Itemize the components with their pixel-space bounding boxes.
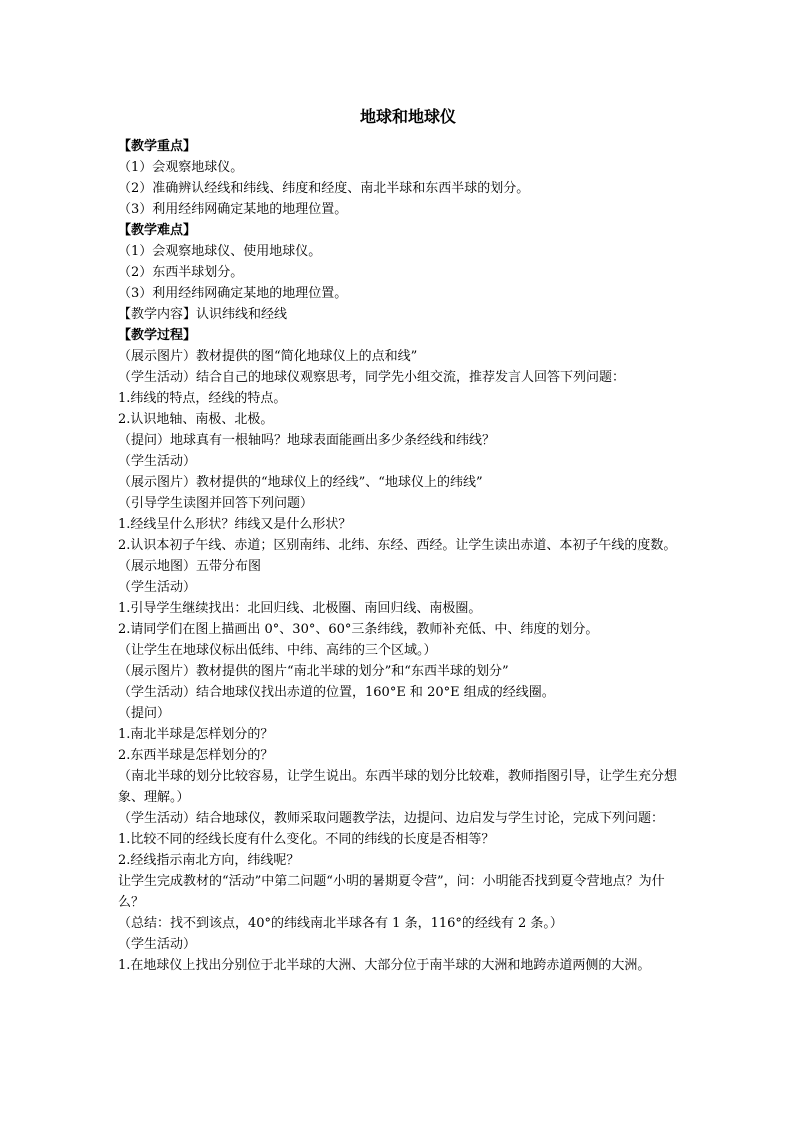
- paragraph-line: （南北半球的划分比较容易，让学生说出。东西半球的划分比较难，教师指图引导，让学生充分想象、理解。）: [118, 769, 678, 805]
- paragraph-line: 1.纬线的特点，经线的特点。: [118, 391, 287, 406]
- paragraph-line: （展示图片）教材提供的“地球仪上的经线”、“地球仪上的纬线”: [118, 475, 483, 490]
- paragraph-line: （2）准确辨认经线和纬线、纬度和经度、南北半球和东西半球的划分。: [118, 181, 530, 196]
- paragraph-line: （1）会观察地球仪。: [118, 160, 244, 175]
- paragraph-line: （展示地图）五带分布图: [118, 559, 262, 574]
- section-heading: 【教学难点】: [118, 223, 197, 238]
- paragraph-line: 2.请同学们在图上描画出 0°、30°、60°三条纬线，教师补充低、中、纬度的划分。: [118, 622, 599, 637]
- paragraph-line: （3）利用经纬网确定某地的地理位置。: [118, 202, 348, 217]
- section-heading: 【教学重点】: [118, 139, 197, 154]
- paragraph-line: （学生活动）结合地球仪，教师采取问题教学法，边提问、边启发与学生讨论，完成下列问题：: [118, 811, 665, 826]
- paragraph-line: （学生活动）结合自己的地球仪观察思考，同学先小组交流，推荐发言人回答下列问题：: [118, 370, 626, 385]
- document-title: 地球和地球仪: [359, 107, 456, 126]
- paragraph-line: 2.东西半球是怎样划分的？: [118, 748, 274, 763]
- paragraph-line: 让学生完成教材的“活动”中第二问题“小明的暑期夏令营”，问：小明能否找到夏令营地点？为什么？: [118, 874, 665, 910]
- paragraph-line: （展示图片）教材提供的图片“南北半球的划分”和“东西半球的划分”: [118, 664, 509, 679]
- paragraph-line: 1.比较不同的经线长度有什么变化。不同的纬线的长度是否相等？: [118, 832, 495, 847]
- paragraph-line: （展示图片）教材提供的图“简化地球仪上的点和线”: [118, 349, 418, 364]
- paragraph-line: （学生活动）: [118, 580, 197, 595]
- document-body: [118, 136, 680, 976]
- paragraph-line: 1.引导学生继续找出：北回归线、北极圈、南回归线、南极圈。: [118, 601, 482, 616]
- document-page: [118, 104, 680, 976]
- paragraph-line: 1.在地球仪上找出分别位于北半球的大洲、大部分位于南半球的大洲和地跨赤道两侧的大洲。: [118, 958, 651, 973]
- paragraph-line: （2）东西半球划分。: [118, 265, 244, 280]
- paragraph-line: （学生活动）结合地球仪找出赤道的位置，160°E 和 20°E 组成的经线圈。: [118, 685, 555, 700]
- paragraph-line: 2.认识地轴、南极、北极。: [118, 412, 274, 427]
- paragraph-line: （1）会观察地球仪、使用地球仪。: [118, 244, 322, 259]
- paragraph-line: （提问）地球真有一根轴吗？地球表面能画出多少条经线和纬线？: [118, 433, 496, 448]
- paragraph-line: （引导学生读图并回答下列问题）: [118, 496, 314, 511]
- paragraph-line: 2.认识本初子午线、赤道；区别南纬、北纬、东经、西经。让学生读出赤道、本初子午线的度数。: [118, 538, 677, 553]
- paragraph-line: 1.南北半球是怎样划分的？: [118, 727, 274, 742]
- paragraph-line: （总结：找不到该点，40°的纬线南北半球各有 1 条，116°的经线有 2 条。）: [118, 916, 563, 931]
- paragraph-line: （提问）: [118, 706, 171, 721]
- paragraph-line: （3）利用经纬网确定某地的地理位置。: [118, 286, 348, 301]
- paragraph-line: 2.经线指示南北方向，纬线呢？: [118, 853, 300, 868]
- paragraph-line: （让学生在地球仪标出低纬、中纬、高纬的三个区域。）: [118, 643, 437, 658]
- paragraph-line: （学生活动）: [118, 454, 197, 469]
- paragraph-line: 【教学内容】认识纬线和经线: [118, 307, 288, 322]
- paragraph-line: 1.经线呈什么形状？纬线又是什么形状？: [118, 517, 352, 532]
- section-heading: 【教学过程】: [118, 328, 197, 343]
- paragraph-line: （学生活动）: [118, 937, 197, 952]
